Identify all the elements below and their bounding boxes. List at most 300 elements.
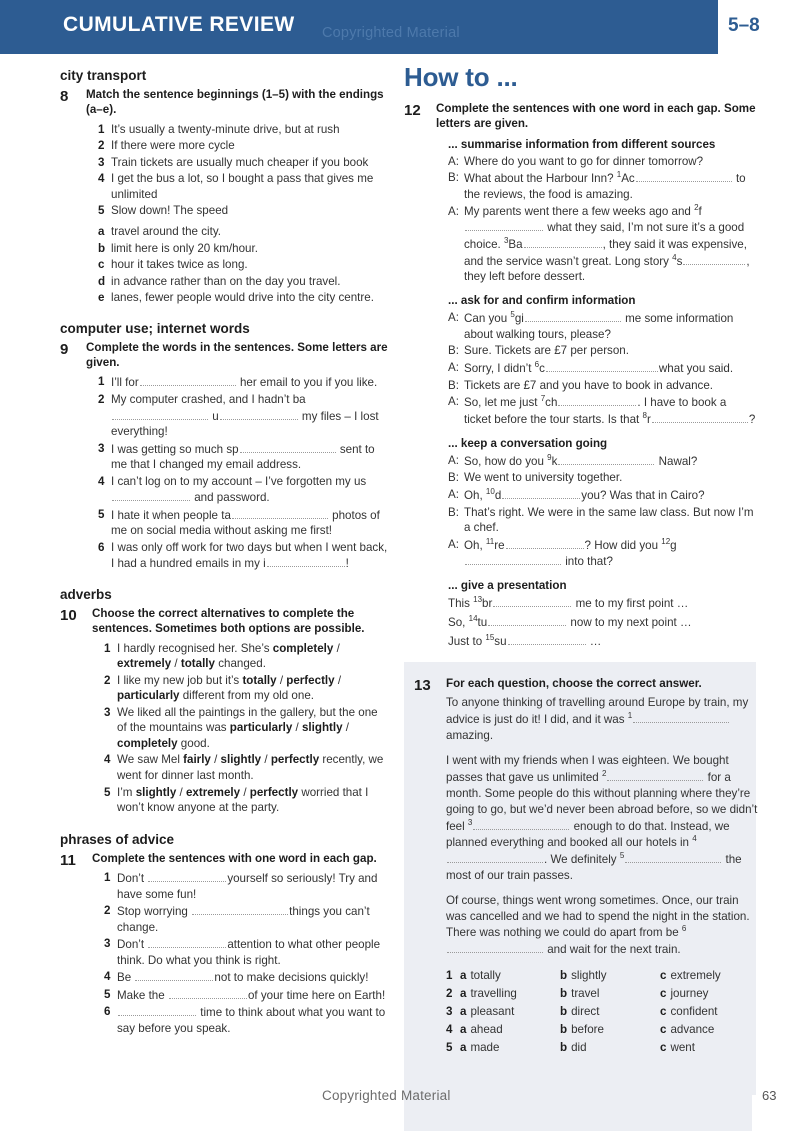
- option-choice[interactable]: extremely: [117, 657, 172, 671]
- item-suffix: my files – I lost everything!: [111, 409, 379, 439]
- option-text: went: [670, 1041, 695, 1055]
- text-run: what you said.: [658, 361, 734, 375]
- answer-blank[interactable]: [240, 441, 336, 453]
- answer-blank[interactable]: [625, 851, 721, 863]
- option-letter: c: [660, 987, 667, 1001]
- option-b[interactable]: [560, 967, 660, 985]
- list-item: [98, 203, 390, 219]
- item-label: d: [98, 274, 106, 288]
- exercise-8: [60, 87, 390, 307]
- option-b[interactable]: [560, 1039, 660, 1057]
- answer-blank[interactable]: [447, 941, 543, 953]
- list-item: [104, 870, 390, 902]
- item-label: 4: [98, 172, 105, 186]
- list-item: [104, 936, 390, 968]
- item-prefix: Don’t: [117, 938, 145, 952]
- item-label: b: [98, 241, 106, 255]
- dialogue-text: [464, 170, 756, 202]
- gap-number: 2: [694, 202, 699, 212]
- option-row: [446, 1039, 760, 1057]
- item-prefix: I hate it when people ta: [111, 508, 231, 522]
- text-run: g: [670, 538, 677, 552]
- option-b[interactable]: [560, 1003, 660, 1021]
- text-run: That’s right. We were in the same law class. But now I’m a chef.: [464, 505, 754, 535]
- item-prefix: Be: [117, 971, 132, 985]
- dialogue-line: [448, 394, 756, 427]
- option-text: confident: [670, 1005, 718, 1019]
- list-item: [98, 374, 390, 391]
- exercise-13: [414, 676, 758, 1075]
- item-text: It’s usually a twenty-minute drive, but at rush: [111, 122, 340, 136]
- dialogue-line: [448, 154, 756, 170]
- text-run: Can you: [464, 312, 511, 326]
- item-suffix: things you can’t change.: [117, 905, 370, 934]
- presentation-line: [448, 595, 756, 613]
- item-suffix: not to make decisions quickly!: [214, 971, 369, 985]
- item-label: 1: [104, 871, 111, 884]
- exercise-10-rubric: Choose the correct alternatives to complete the sentences. Sometimes both options are possible.: [92, 606, 365, 636]
- gap-number: 4: [692, 834, 697, 844]
- option-choice[interactable]: perfectly: [286, 673, 335, 687]
- exercise-13-panel: [404, 662, 756, 1095]
- text-run: recently, we went for dinner last month.: [117, 753, 384, 782]
- dialogue-text: [464, 310, 756, 342]
- option-letter: c: [660, 969, 667, 983]
- answer-blank[interactable]: [140, 374, 236, 386]
- item-suffix: of your time here on Earth!: [247, 988, 386, 1002]
- option-choice[interactable]: totally: [242, 673, 277, 687]
- option-text: journey: [670, 987, 709, 1001]
- reading-paragraph: [446, 695, 760, 744]
- option-choice[interactable]: fairly: [183, 753, 211, 767]
- text-run: Oh,: [464, 488, 486, 502]
- option-choice[interactable]: perfectly: [270, 753, 320, 767]
- gap-number: 2: [601, 769, 607, 779]
- option-text: pleasant: [470, 1005, 515, 1019]
- option-number: 4: [446, 1023, 453, 1037]
- dialogue-line: [448, 505, 756, 536]
- item-text: [117, 752, 390, 783]
- item-label: 5: [98, 507, 105, 521]
- item-label: 4: [98, 474, 105, 488]
- item-text: [117, 785, 390, 816]
- item-text: [111, 441, 390, 473]
- dialogue-line: [448, 343, 756, 359]
- item-prefix: I was only off work for two days but when I went back, I had a hundred emails in my i: [111, 540, 388, 571]
- item-prefix: I’ll for: [111, 376, 139, 390]
- exercise-9: [60, 340, 390, 573]
- text-run: worried that I won’t know anyone at the party.: [117, 785, 369, 815]
- option-letter: b: [560, 987, 568, 1001]
- item-label: 2: [98, 139, 105, 153]
- option-row: [446, 1003, 760, 1021]
- list-item: [98, 138, 390, 154]
- answer-blank[interactable]: [473, 818, 569, 830]
- exercise-8-number: 8: [60, 88, 69, 105]
- text-run: Just to: [448, 634, 486, 648]
- answer-blank[interactable]: [148, 870, 226, 882]
- answer-blank[interactable]: [169, 987, 247, 999]
- dialogue-line: [448, 360, 756, 377]
- option-b[interactable]: [560, 1021, 660, 1039]
- answer-blank[interactable]: [525, 310, 621, 322]
- text-run: We went to university together.: [464, 471, 623, 485]
- option-choice[interactable]: particularly: [117, 689, 180, 703]
- item-text: [117, 641, 390, 672]
- option-a[interactable]: [460, 1039, 560, 1057]
- presentation-line: [448, 633, 756, 651]
- text-run: ?: [748, 412, 756, 426]
- gap-number: 5: [510, 310, 515, 320]
- text-run: To anyone thinking of travelling around Europe by train, my advice is just do it! I did, and it was: [446, 696, 749, 727]
- gap-number: 5: [619, 851, 625, 861]
- dialogue-line: [448, 537, 756, 570]
- list-item: [104, 673, 390, 704]
- text-run: and wait for the next train.: [544, 943, 681, 957]
- item-label: 6: [104, 1005, 111, 1019]
- text-run: What about the Harbour Inn?: [464, 172, 617, 186]
- option-number: 3: [446, 1005, 453, 1019]
- list-item: [104, 969, 390, 986]
- option-text: travelling: [470, 987, 517, 1001]
- item-label: 1: [98, 122, 105, 136]
- text-run: me to my first point …: [572, 597, 689, 611]
- list-item: [98, 122, 390, 138]
- option-choice[interactable]: completely: [117, 736, 178, 750]
- item-text: [111, 540, 390, 572]
- answer-blank[interactable]: [267, 555, 345, 567]
- text-run: . We definitely: [544, 853, 620, 867]
- item-label: 5: [104, 987, 111, 1001]
- answer-blank[interactable]: [683, 253, 745, 265]
- text-run: k: [551, 454, 558, 468]
- answer-blank[interactable]: [636, 170, 732, 182]
- list-item: [98, 474, 390, 506]
- exercise-11: [60, 851, 390, 1038]
- gap-number: 1: [627, 711, 633, 721]
- item-text: If there were more cycle: [111, 139, 235, 153]
- speaker-label: B:: [448, 344, 459, 358]
- text-run: Ba: [508, 238, 523, 252]
- list-item: [98, 540, 390, 572]
- answer-blank[interactable]: [558, 453, 654, 465]
- text-run: I like my new job but it’s: [117, 673, 243, 687]
- subheading-keep-conversation: ... keep a conversation going: [448, 436, 608, 450]
- option-number: 5: [446, 1041, 453, 1055]
- item-text: [117, 969, 390, 986]
- option-row: [446, 1021, 760, 1039]
- item-label: 6: [98, 540, 105, 554]
- option-text: extremely: [670, 969, 721, 983]
- text-run: /: [240, 785, 250, 799]
- text-run: c: [539, 361, 545, 375]
- item-text: [117, 870, 390, 902]
- section-heading-phrases-of-advice: phrases of advice: [60, 831, 175, 847]
- item-text: [117, 673, 390, 704]
- option-choice[interactable]: particularly: [229, 721, 293, 735]
- exercise-13-rubric: For each question, choose the correct answer.: [446, 677, 702, 690]
- item-text: hour it takes twice as long.: [111, 258, 248, 272]
- list-item: [104, 752, 390, 783]
- exercise-11-rubric: Complete the sentences with one word in each gap.: [92, 851, 377, 865]
- option-letter: b: [560, 1041, 568, 1055]
- item-prefix: Stop worrying: [117, 905, 188, 919]
- text-run: My parents went there a few weeks ago and: [464, 204, 695, 218]
- dialogue-text: [464, 360, 756, 377]
- item-text: Slow down! The speed: [111, 204, 229, 218]
- item-mid: u: [212, 409, 219, 423]
- gap-number: 14: [468, 614, 478, 624]
- answer-blank[interactable]: [220, 408, 298, 420]
- item-text: [117, 936, 390, 968]
- answer-blank[interactable]: [112, 408, 208, 420]
- dialogue-text: [464, 343, 756, 359]
- option-choice[interactable]: slightly: [220, 753, 262, 767]
- speaker-label: A:: [448, 154, 459, 168]
- item-label: 4: [104, 970, 111, 984]
- exercise-9-number: 9: [60, 340, 69, 358]
- speaker-label: A:: [448, 311, 459, 324]
- option-text: advance: [670, 1023, 715, 1037]
- option-letter: a: [460, 969, 467, 983]
- answer-blank[interactable]: [447, 851, 543, 863]
- option-choice[interactable]: totally: [180, 657, 215, 671]
- answer-blank[interactable]: [524, 236, 602, 248]
- item-prefix: My computer crashed, and I hadn’t ba: [111, 393, 306, 407]
- option-a[interactable]: [460, 985, 560, 1003]
- item-label: 5: [98, 204, 105, 218]
- list-item: [98, 274, 390, 290]
- answer-blank[interactable]: [633, 711, 729, 723]
- reading-paragraph: [446, 753, 760, 884]
- text-run: f: [698, 204, 702, 218]
- list-item: [104, 641, 390, 672]
- reading-paragraph: [446, 893, 760, 958]
- exercise-10: [60, 606, 390, 817]
- item-label: 2: [98, 393, 105, 407]
- exercise-9-rubric: Complete the words in the sentences. Some letters are given.: [86, 340, 388, 370]
- text-run: Ac: [621, 172, 635, 186]
- gap-number: 6: [534, 360, 540, 370]
- dialogue-text: [464, 487, 756, 504]
- gap-number: 7: [540, 394, 546, 404]
- answer-blank[interactable]: [465, 553, 561, 565]
- gap-number: 13: [473, 595, 483, 605]
- answer-blank[interactable]: [508, 633, 586, 645]
- item-text: [111, 507, 390, 539]
- list-item: [98, 224, 390, 240]
- option-choice[interactable]: extremely: [185, 785, 241, 799]
- dialogue-text: [464, 204, 756, 285]
- list-item: [98, 392, 390, 440]
- text-run: into that?: [562, 555, 613, 569]
- text-run: Nawal?: [655, 454, 698, 468]
- text-run: what they said, I’m not sure it’s a good choice.: [464, 221, 745, 252]
- text-run: me some information about walking tours, please?: [464, 312, 734, 341]
- answer-blank[interactable]: [148, 936, 226, 948]
- option-letter: c: [660, 1005, 667, 1019]
- answer-blank[interactable]: [465, 219, 543, 231]
- text-run: enough to do that. Instead, we planned everything and booked all our hotels in: [446, 820, 730, 850]
- item-label: 3: [104, 937, 111, 951]
- exercise-12-rubric: Complete the sentences with one word in each gap. Some letters are given.: [436, 102, 756, 131]
- option-row: [446, 967, 760, 985]
- answer-blank[interactable]: [546, 360, 658, 372]
- answer-blank[interactable]: [558, 394, 636, 406]
- text-run: /: [261, 753, 271, 767]
- text-run: /: [171, 657, 181, 671]
- answer-blank[interactable]: [118, 1004, 196, 1016]
- dialogue-line: [448, 170, 756, 202]
- item-text: limit here is only 20 km/hour.: [111, 241, 258, 255]
- header-watermark: Copyrighted Material: [322, 25, 460, 41]
- option-c[interactable]: [660, 1039, 760, 1057]
- speaker-label: A:: [448, 537, 459, 551]
- exercise-8-beginnings: [98, 122, 390, 219]
- list-item: [98, 155, 390, 171]
- option-letter: a: [460, 1041, 467, 1055]
- item-suffix: and password.: [194, 491, 270, 505]
- item-text: [111, 474, 390, 506]
- option-text: ahead: [470, 1023, 503, 1037]
- option-number: 2: [446, 987, 453, 1001]
- item-label: 3: [104, 705, 111, 719]
- speaker-label: A:: [448, 360, 459, 374]
- list-item: [104, 705, 390, 752]
- option-choice[interactable]: slightly: [135, 785, 177, 799]
- answer-blank[interactable]: [607, 769, 703, 781]
- text-run: , they left before dessert.: [464, 254, 750, 284]
- section-heading-adverbs: adverbs: [60, 586, 112, 602]
- text-run: , they said it was expensive, and the service wasn’t great. Long story: [464, 238, 747, 268]
- exercise-11-number: 11: [60, 851, 76, 869]
- option-letter: c: [660, 1041, 667, 1055]
- word-stem: br: [482, 597, 493, 611]
- list-item: [98, 257, 390, 273]
- option-choice[interactable]: completely: [272, 641, 334, 655]
- answer-blank[interactable]: [493, 595, 571, 607]
- text-run: changed.: [214, 657, 266, 671]
- list-item: [104, 785, 390, 816]
- option-text: made: [470, 1041, 500, 1055]
- text-run: /: [276, 673, 287, 687]
- text-run: We liked all the paintings in the gallery, but the one of the mountains was: [117, 705, 378, 735]
- text-run: s: [676, 254, 683, 268]
- option-choice[interactable]: slightly: [301, 721, 343, 735]
- item-text: [117, 705, 390, 752]
- text-run: Sure. Tickets are £7 per person.: [464, 344, 629, 358]
- answer-blank[interactable]: [652, 411, 748, 423]
- exercise-8-rubric: Match the sentence beginnings (1–5) with the endings (a–e).: [86, 88, 384, 117]
- item-label: 2: [104, 904, 111, 918]
- exercise-9-items: [98, 374, 390, 571]
- text-run: /: [210, 753, 221, 767]
- item-label: 5: [104, 785, 111, 799]
- speaker-label: A:: [448, 487, 459, 501]
- gap-number: 3: [503, 236, 509, 246]
- item-suffix: photos of me on social media without asking me first!: [111, 508, 380, 538]
- option-text: before: [571, 1023, 604, 1037]
- answer-blank[interactable]: [488, 614, 566, 626]
- item-suffix: !: [345, 557, 349, 571]
- option-letter: c: [660, 1023, 667, 1037]
- list-item: [98, 290, 390, 306]
- item-suffix: sent to me that I changed my email address.: [111, 442, 375, 472]
- option-text: did: [571, 1041, 587, 1055]
- text-run: different from my old one.: [179, 689, 314, 703]
- item-label: 4: [104, 753, 111, 767]
- item-text: [117, 1004, 390, 1036]
- text-run: /: [334, 673, 342, 687]
- text-run: I went with my friends when I was eighteen. We bought passes that gave us unlimited: [446, 754, 729, 785]
- exercise-10-number: 10: [60, 606, 77, 624]
- text-run: Oh,: [464, 538, 486, 552]
- option-c[interactable]: [660, 985, 760, 1003]
- dialogue-line: [448, 378, 756, 394]
- option-number: 1: [446, 969, 453, 983]
- gap-number: 11: [485, 536, 495, 546]
- text-run: /: [176, 785, 186, 799]
- item-label: e: [98, 291, 105, 305]
- option-b[interactable]: [560, 985, 660, 1003]
- answer-blank[interactable]: [112, 489, 190, 501]
- option-c[interactable]: [660, 1021, 760, 1039]
- text-run: …: [586, 634, 602, 648]
- option-choice[interactable]: perfectly: [249, 785, 299, 799]
- gap-number: 12: [661, 536, 671, 546]
- dialogue-line: [448, 470, 756, 486]
- text-run: I hardly recognised her. She’s: [117, 641, 273, 655]
- text-run: Sorry, I didn’t: [464, 361, 535, 375]
- subheading-summarise: ... summarise information from different sources: [448, 137, 716, 151]
- option-c[interactable]: [660, 967, 760, 985]
- gap-number: 4: [672, 252, 677, 262]
- text-run: /: [342, 721, 350, 735]
- option-a[interactable]: [460, 1021, 560, 1039]
- dialogue-text: [464, 394, 756, 427]
- answer-blank[interactable]: [192, 903, 288, 915]
- exercise-13-options: [446, 967, 760, 1075]
- answer-blank[interactable]: [506, 537, 584, 549]
- list-item: [98, 241, 390, 257]
- option-letter: b: [560, 1005, 568, 1019]
- text-run: So,: [448, 615, 469, 629]
- text-run: We saw Mel: [117, 753, 184, 767]
- answer-blank[interactable]: [232, 507, 328, 519]
- option-a[interactable]: [460, 967, 560, 985]
- item-suffix: yourself so seriously! Try and have some fun!: [117, 872, 378, 901]
- list-item: [104, 903, 390, 935]
- answer-blank[interactable]: [135, 969, 213, 981]
- answer-blank[interactable]: [502, 487, 580, 499]
- item-text: lanes, fewer people would drive into the city centre.: [111, 291, 374, 305]
- item-prefix: I can’t log on to my account – I’ve forgotten my us: [111, 474, 367, 488]
- option-text: slightly: [571, 969, 607, 983]
- text-run: Where do you want to go for dinner tomorrow?: [464, 154, 704, 168]
- item-label: 2: [104, 673, 111, 687]
- option-c[interactable]: [660, 1003, 760, 1021]
- text-run: to the reviews, the food is amazing.: [464, 172, 746, 202]
- gap-number: 3: [467, 818, 473, 828]
- word-stem: su: [494, 634, 507, 648]
- option-a[interactable]: [460, 1003, 560, 1021]
- text-run: the most of our train passes.: [446, 853, 742, 883]
- list-item: [104, 987, 390, 1004]
- item-label: 3: [98, 441, 105, 455]
- dialogue-text: [464, 470, 756, 486]
- exercise-12-groups: [448, 138, 756, 651]
- word-stem: tu: [477, 615, 488, 629]
